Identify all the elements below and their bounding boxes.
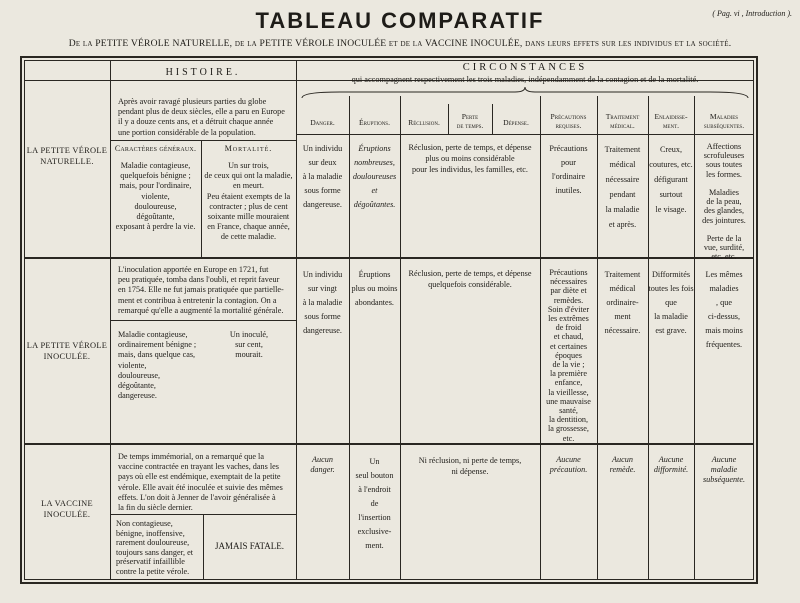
row-label-naturelle: LA PETITE VÉROLE NATURELLE.: [26, 146, 108, 166]
col-traitement: Traitement médical.: [605, 112, 640, 130]
col-danger: Danger.: [310, 118, 335, 127]
circonstances-header: CIRCONSTANCES: [462, 62, 588, 73]
col-reclusion: Réclusion.: [408, 118, 440, 127]
enlaidissement-naturelle: Creux, coutures, etc. défigurant surtout le visage.: [649, 145, 693, 214]
traitement-inoculee: Traitement médical ordinaire- ment nécessaire.: [604, 270, 641, 335]
reclusion-naturelle: Réclusion, perte de temps, et dépense plus ou moins considérable pour les individus, les familles, etc.: [408, 143, 532, 174]
reclusion-vaccine: Ni réclusion, ni perte de temps, ni dépense.: [418, 456, 522, 476]
col-perte: Perte de temps.: [456, 112, 484, 130]
reclusion-inoculee: Réclusion, perte de temps, et dépense quelquefois considérable.: [408, 269, 532, 289]
eruptions-vaccine: Un seul bouton à l'endroit de l'insertion exclusive- ment.: [355, 457, 394, 550]
danger-inoculee: Un individu sur vingt à la maladie sous forme dangereuse.: [302, 270, 343, 335]
col-depense: Dépense.: [503, 118, 529, 127]
maladies-vaccine: Aucune maladie subséquente.: [702, 455, 746, 485]
page-title: TABLEAU COMPARATIF: [255, 8, 545, 33]
histoire-vaccine: De temps immémorial, on a remarqué que la vaccine contractée en trayant les vaches, dans les pays où elle est endémique, exemptait de la petite vérole. Elle avait été inoculée et suivie des mêmes effets. L'on doit à Jenner de l'avoir généralisée à la fin du siècle dernier.: [118, 452, 283, 513]
eruptions-inoculee: Éruptions plus ou moins abondantes.: [351, 270, 398, 307]
mortalite-inoculee: Un inoculé, sur cent, mourait.: [229, 330, 269, 360]
caracteres-header: Caractères généraux.: [114, 144, 197, 153]
enlaidissement-vaccine: Aucune difformité.: [653, 455, 689, 475]
maladies-inoculee: Les mêmes maladies , que ci-dessus, mais moins fréquentes.: [705, 270, 743, 349]
danger-vaccine: Aucun danger.: [310, 455, 335, 475]
row-label-inoculee: LA PETITE VÉROLE INOCULÉE.: [26, 341, 108, 361]
precautions-inoculee: Précautions nécessaires par diète et remèdes. Soin d'éviter les extrêmes de froid et chaud, et certaines époques de la vie ; la première enfance, la vieillesse, une mauvaise santé, la dentition, la grossesse, etc.: [546, 268, 591, 443]
precautions-vaccine: Aucune précaution.: [549, 455, 588, 475]
col-eruptions: Éruptions.: [359, 118, 390, 127]
caracteres-inoculee: Maladie contagieuse, ordinairement bénigne ; mais, dans quelque cas, violente, douloureuse, dégoûtante, dangereuse.: [118, 330, 197, 401]
row-label-vaccine: LA VACCINE INOCULÉE.: [41, 499, 93, 519]
page-subtitle: De la PETITE VÉROLE NATURELLE, de la PETITE VÉROLE INOCULÉE et de la VACCINE INOCULÉE, dans leurs effets sur les individus et la société.: [68, 38, 732, 49]
mortalite-vaccine: JAMAIS FATALE.: [214, 541, 285, 551]
page-reference: ( Pag. vi , Introduction ).: [712, 9, 792, 18]
maladies-naturelle: Affections scrofuleuses sous toutes les formes. Maladies de la peau, des glandes, des jointures. Perte de la vue, surdité, etc. etc.: [702, 142, 746, 262]
precautions-naturelle: Précautions pour l'ordinaire inutiles.: [549, 144, 588, 195]
circonstances-brace: [300, 86, 750, 100]
eruptions-naturelle: Éruptions nombreuses, douloureuses et dégoûtantes.: [352, 144, 397, 209]
mortalite-header: Mortalité.: [224, 144, 273, 153]
mortalite-naturelle: Un sur trois, de ceux qui ont la maladie, en meurt. Peu étaient exempts de la contracter ; plus de cent soixante mille mouraient en France, chaque année, de cette maladie.: [204, 161, 293, 242]
col-enlaidissement: Enlaidisse- ment.: [654, 112, 688, 130]
enlaidissement-inoculee: Difformités toutes les fois que la maladie est grave.: [648, 270, 694, 335]
caracteres-vaccine: Non contagieuse, bénigne, inoffensive, rarement douloureuse, toujours sans danger, et préservatif infaillible contre la petite vérole.: [116, 519, 193, 576]
danger-naturelle: Un individu sur deux à la maladie sous forme dangereuse.: [302, 144, 343, 209]
col-precautions: Précautions requises.: [550, 112, 587, 130]
traitement-vaccine: Aucun remède.: [609, 455, 636, 475]
caracteres-naturelle: Maladie contagieuse, quelquefois bénigne ; mais, pour l'ordinaire, violente, douloureuse, dégoûtante, exposant à perdre la vie.: [115, 161, 196, 232]
col-maladies: Maladies subséquentes.: [703, 112, 745, 130]
traitement-naturelle: Traitement médical nécessaire pendant la maladie et après.: [604, 145, 641, 229]
histoire-naturelle: Après avoir ravagé plusieurs parties du globe pendant plus de deux siècles, elle a paru en Europe il y a douze cents ans, et a détruit chaque année une portion considérable de la population.: [118, 97, 285, 137]
histoire-inoculee: L'inoculation apportée en Europe en 1721, fut peu pratiquée, tomba dans l'oubli, et reprit faveur en 1754. Elle ne fut jamais pratiquée que partielle- ment et contribua à entretenir la contagion. On a remarqué qu'elle a augmenté la mortalité générale.: [118, 265, 284, 315]
circonstances-subheader: qui accompagnent respectivement les trois maladies, indépendamment de la contagion et de la mortalité.: [351, 75, 699, 84]
histoire-header: HISTOIRE.: [165, 67, 241, 78]
